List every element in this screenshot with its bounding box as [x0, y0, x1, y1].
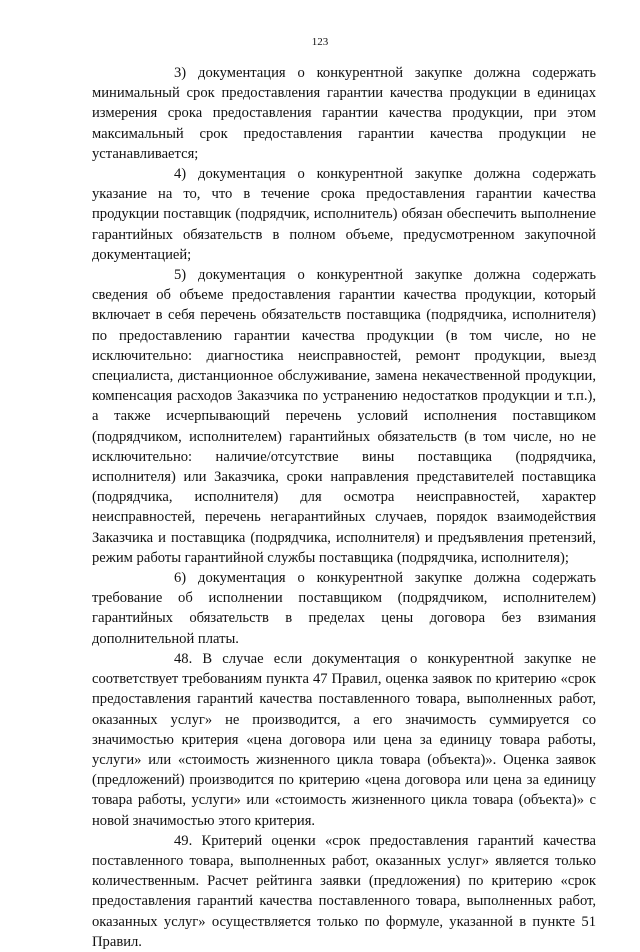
item-text: документация о конкурентной закупке должна содержать сведения об объеме предоставления гарантии качества продукции, который включает в себя перечень обязательств поставщика (подрядчика, исполнителя) по предоставлению гарантии качества продукции (в том числе, но не исключительно: диагностика неисправностей, ремонт продукции, выезд специалиста, дистанционное обслуживание, замена некачественной продукции, компенсация расходов Заказчика по устранению недостатков продукции и т.п.), а также исчерпывающий перечень условий исполнения поставщиком (подрядчиком, исполнителем) гарантийных обязательств (в том числе, но не исключительно: наличие/отсутствие вины поставщика (подрядчика, исполнителя) или Заказчика, сроки направления представителей поставщика (подрядчика, исполнителя) для осмотра неисправностей, характер неисправностей, перечень негарантийных случаев, порядок взаимодействия Заказчика и поставщика (подрядчика, исполнителя) и предъявления претензий, режим работы гарантийной службы поставщика (подрядчика, исполнителя); [92, 267, 596, 566]
clause-number: 48. [174, 650, 193, 667]
list-item-5 [92, 265, 596, 568]
item-number: 4) [174, 166, 187, 183]
document-body [92, 63, 596, 952]
list-item-4 [92, 164, 596, 265]
clause-48 [92, 649, 596, 831]
item-text: документация о конкурентной закупке должна содержать минимальный срок предоставления гарантии качества продукции в единицах измерения срока предоставления гарантии качества продукции, при этом максимальный срок предоставления гарантии качества продукции не устанавливается; [92, 65, 596, 162]
clause-49 [92, 831, 596, 952]
clause-text: В случае если документация о конкурентной закупке не соответствует требованиям пункта 47 Правил, оценка заявок по критерию «срок предоставления гарантий качества поставленного товара, выполненных работ, оказанных услуг» не производится, а его значимость суммируется со значимостью критерия «цена договора или цена за единицу товара работы, услуги» или «стоимость жизненного цикла товара (объекта)». Оценка заявок (предложений) производится по критерию «цена договора или цена за единицу товара работы, услуги» или «стоимость жизненного цикла товара (объекта)» с новой значимостью этого критерия. [92, 650, 596, 829]
clause-number: 49. [174, 832, 193, 849]
item-text: документация о конкурентной закупке должна содержать указание на то, что в течение срока предоставления гарантии качества продукции поставщик (подрядчик, исполнитель) обязан обеспечить выполнение гарантийных обязательств в полном объеме, предусмотренном закупочной документацией; [92, 166, 596, 263]
page-number: 123 [311, 36, 329, 48]
list-item-6 [92, 568, 596, 649]
clause-text: Критерий оценки «срок предоставления гарантий качества поставленного товара, выполненных работ, оказанных услуг» является только количественным. Расчет рейтинга заявки (предложения) по критерию «срок предоставления гарантий качества поставленного товара, выполненных работ, оказанных услуг» осуществляется только по формуле, указанной в пункте 51 Правил. [92, 832, 596, 950]
item-text: документация о конкурентной закупке должна содержать требование об исполнении поставщиком (подрядчиком, исполнителем) гарантийных обязательств в пределах цены договора без взимания дополнительной платы. [92, 570, 596, 647]
item-number: 6) [174, 570, 187, 587]
list-item-3 [92, 63, 596, 164]
item-number: 5) [174, 267, 187, 284]
item-number: 3) [174, 65, 187, 81]
